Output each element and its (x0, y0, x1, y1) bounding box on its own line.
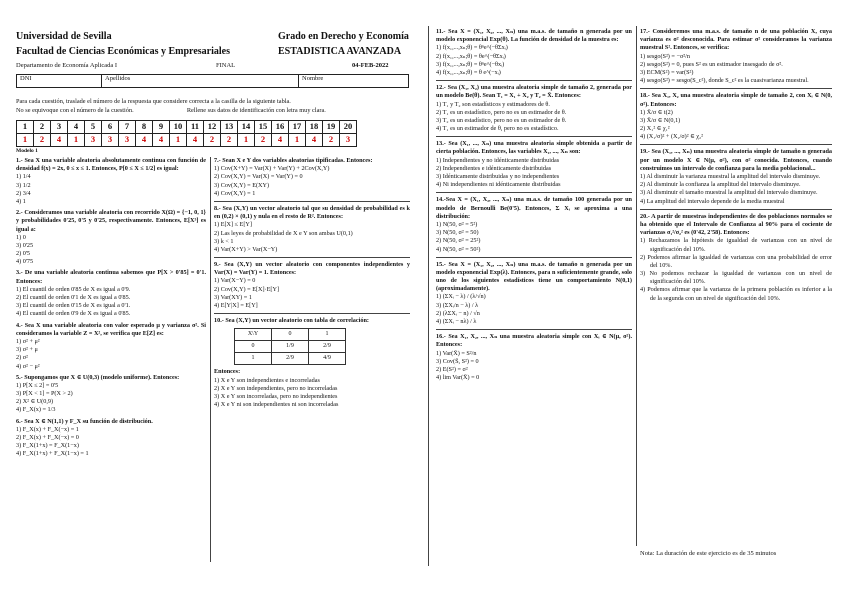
question-2-text: 2.- Consideramos una variable aleatoria con recorrido X(Ω) = {−1, 0, 1} y probabilidades 0'25, 0'5 y 0'25, respectivamente. Entonces, E[X³] es igual a: (16, 209, 206, 233)
q9-option-1[interactable]: 1) Var(X−Y) = 0 (214, 277, 256, 285)
instruction-line-2 (16, 106, 416, 115)
q20-option-1[interactable]: 1) Rechazamos la hipótesis de igualdad de varianzas con un nivel de significación del 10%. (640, 237, 832, 253)
q7-option-2[interactable]: 2) Cov(X,Y) = Var(X) = Var(Y) = 0 (214, 173, 303, 181)
question-number-cell: 16 (272, 121, 289, 134)
degree-header (278, 30, 409, 59)
q12-option-4[interactable]: 4) T₁ es un estimador de θ, pero no es estadístico. (436, 125, 559, 133)
q19-option-4[interactable]: 4) La amplitud del intervalo depende de la media muestral (640, 197, 785, 205)
q10-option-2[interactable]: 2) X e Y son independientes, pero no incorreladas (214, 384, 338, 392)
q19-option-2[interactable]: 2) Al disminuir la confianza la amplitud del intervalo disminuye. (640, 181, 801, 189)
q9-option-4[interactable]: 4) E[Y|X] = E[Y] (214, 302, 258, 309)
q15-option-3[interactable]: 3) (ΣXᵢ/n − λ) / λ (436, 301, 479, 309)
faculty-name: Facultad de Ciencias Económicas y Empresariales (16, 45, 230, 57)
q14-option-1[interactable]: 1) N(50, σ² = 5²) (436, 220, 478, 228)
question-number-cell: 3 (51, 121, 68, 134)
question-4-text: 4.- Sea X una variable aleatoria con valor esperado μ y varianza σ². Si consideramos la variable Z = X², se verifica que E[Z] es: (16, 321, 206, 337)
correlation-table (234, 328, 346, 365)
q3-option-2[interactable]: 2) El cuantil de orden 0'1 de X es igual a 0'85. (16, 294, 131, 301)
question-18-text: 18.- Sea X₁, X₂ una muestra aleatoria simple de tamaño 2, con Xᵢ ∈ N(0, σ²). Entonces: (640, 92, 832, 108)
column-1 (16, 157, 206, 462)
q4-option-2[interactable]: 2) σ² (16, 354, 28, 362)
answer-cell[interactable]: 3 (119, 134, 136, 147)
question-number-cell: 10 (170, 121, 187, 134)
answer-table-answers (17, 134, 357, 147)
answer-cell[interactable]: 2 (323, 134, 340, 147)
separator (436, 192, 632, 193)
question-9 (214, 261, 410, 310)
question-number-cell: 20 (340, 121, 357, 134)
answer-cell[interactable]: 2 (255, 134, 272, 147)
separator (640, 144, 832, 145)
q8-option-3[interactable]: 3) k < 1 (214, 237, 234, 245)
q2-option-3[interactable]: 3) 0'25 (16, 241, 34, 249)
column-divider-1 (210, 157, 211, 562)
q4-option-3[interactable]: 3) σ² + μ (16, 346, 38, 354)
question-6 (16, 418, 206, 459)
instruction-line-2b: Rellene sus datos de identificación con letra muy clara. (186, 107, 326, 115)
corr-head-xy: X\Y (235, 329, 272, 341)
answer-cell[interactable]: 4 (272, 134, 289, 147)
question-number-cell: 13 (221, 121, 238, 134)
question-17 (640, 28, 832, 85)
question-14 (436, 196, 632, 253)
q13-option-2[interactable]: 2) Independientes e idénticamente distribuidas (436, 164, 552, 172)
id-fields-table (16, 74, 409, 88)
question-3-text: 3.- De una variable aleatoria continua sabemos que P[X > 0'85] = 0'1. Entonces: (16, 269, 206, 285)
column-divider-2 (636, 26, 637, 546)
answer-cell[interactable]: 3 (340, 134, 357, 147)
question-12-text: 12.- Sea (X₁, X₂) una muestra aleatoria simple de tamaño 2, generada por un modelo Be(θ). Sean T₁ = X₁ + X₂ y T₂ = X̄. Entonces: (436, 84, 632, 100)
answer-cell[interactable]: 4 (187, 134, 204, 147)
question-10-tail: Entonces: (214, 368, 241, 376)
corr-cell: 1 (235, 353, 272, 365)
q17-option-1[interactable]: 1) sesgo(S²) = −σ²/n (640, 52, 690, 60)
answer-cell[interactable]: 2 (204, 134, 221, 147)
q12-option-3[interactable]: 3) T₂ es un estadístico, pero no es un estimador de θ. (436, 116, 567, 124)
answer-cell[interactable]: 4 (51, 134, 68, 147)
separator (214, 257, 410, 258)
question-number-cell: 15 (255, 121, 272, 134)
instruction-line-2a: No se equivoque con el número de la cuestión. (16, 107, 134, 115)
department-name: Departamento de Economía Aplicada I (16, 62, 118, 69)
q5-option-3[interactable]: 3) P[X < 1] = P(X > 2) (16, 390, 73, 398)
q3-option-1[interactable]: 1) El cuantil de orden 0'85 de X es igual a 0'9. (16, 285, 131, 293)
question-number-cell: 18 (306, 121, 323, 134)
dni-field[interactable]: DNI (17, 75, 102, 88)
university-header (16, 30, 230, 59)
q15-option-2[interactable]: 2) (λΣXᵢ − n) / √n (436, 309, 480, 317)
answer-cell[interactable]: 2 (221, 134, 238, 147)
question-number-cell: 1 (17, 121, 34, 134)
q1-option-3[interactable]: 3) 1/2 (16, 181, 31, 189)
corr-cell: 2/9 (309, 341, 346, 353)
q11-option-1[interactable]: 1) f(x₁,...,xₙ;θ) = θⁿe^(−θΣxᵢ) (436, 44, 508, 52)
question-2 (16, 209, 206, 266)
column-4 (640, 28, 832, 306)
question-8-text: 8.- Sea (X,Y) un vector aleatorio tal que su densidad de probabilidad es k en (0,2) × (0,1) y nula en el resto de R². Entonces: (214, 204, 410, 221)
q3-option-4[interactable]: 4) El cuantil de orden 0'9 de X es igual a 0'85. (16, 310, 131, 318)
q18-option-2[interactable]: 2) X₁² ∈ χ₁² (640, 125, 670, 133)
separator (214, 313, 410, 314)
q7-option-4[interactable]: 4) Cov(X,Y) = 1 (214, 189, 256, 197)
question-14-text: 14.-Sea X = (X₁, X₂, ..., Xₙ) una m.a.s. de tamaño 100 generada por un modelo de Bernoulli Be(0'5). Entonces, Σ Xᵢ se aproxima a una distribución: (436, 196, 632, 220)
q15-option-1[interactable]: 1) (ΣXᵢ − λ) / (λ/√n) (436, 293, 486, 301)
degree-name: Grado en Derecho y Economía (278, 31, 409, 42)
q7-option-1[interactable]: 1) Cov(X+Y) = Var(X) + Var(Y) + 2Cov(X,Y) (214, 165, 330, 173)
column-2 (214, 157, 410, 412)
answer-cell[interactable]: 4 (136, 134, 153, 147)
q5-option-1[interactable]: 1) P[X ≤ 2] = 0'5 (16, 381, 59, 389)
question-4 (16, 322, 206, 371)
separator (436, 80, 632, 81)
instruction-line-1: Para cada cuestión, traslade el número de la respuesta que considere correcta a la casilla de la siguiente tabla. (16, 98, 291, 105)
q1-option-2[interactable]: 2) 3/4 (16, 189, 31, 197)
q20-option-3[interactable]: 3) No podemos rechazar la igualdad de varianzas con un nivel de significación del 10%. (640, 270, 832, 286)
question-5-text: 5.- Supongamos que X ∈ U(0,3) (modelo uniforme). Entonces: (16, 373, 180, 381)
question-number-cell: 14 (238, 121, 255, 134)
question-1 (16, 157, 206, 206)
question-15 (436, 261, 632, 327)
q13-option-3[interactable]: 3) Idénticamente distribuidas y no independientes (436, 173, 560, 180)
question-16 (436, 333, 632, 382)
course-name: ESTADISTICA AVANZADA (278, 45, 402, 57)
question-18 (640, 92, 832, 141)
question-number-cell: 19 (323, 121, 340, 134)
q10-option-4[interactable]: 4) X e Y ni son independientes ni son incorreladas (214, 401, 339, 409)
column-3 (436, 28, 632, 385)
question-5 (16, 374, 206, 415)
answer-cell[interactable]: 1 (17, 134, 34, 147)
question-10-text: 10.- Sea (X,Y) un vector aleatorio con tabla de correlación: (214, 317, 369, 325)
q17-option-2[interactable]: 2) sesgo(S²) = 0, pues S² es un estimador insesgado de σ². (640, 60, 783, 68)
question-17-text: 17.- Consideremos una m.a.s. de tamaño n de una población X, cuya varianza es σ² desconocida. Para estimar σ² consideramos la varianza muestral S². Entonces, se verifica: (640, 28, 832, 52)
answer-cell[interactable]: 3 (102, 134, 119, 147)
q10-option-3[interactable]: 3) X e Y son incorreladas, pero no independientes (214, 392, 338, 400)
question-6-text: 6.- Sea X ∈ N(1,1) y F_X su función de distribución. (16, 417, 153, 425)
question-13 (436, 140, 632, 189)
answer-cell[interactable]: 1 (238, 134, 255, 147)
answer-cell[interactable]: 4 (306, 134, 323, 147)
q2-option-1[interactable]: 1) 0 (16, 233, 26, 241)
q4-option-1[interactable]: 1) σ² + μ² (16, 337, 40, 345)
question-number-cell: 17 (289, 121, 306, 134)
q8-option-1[interactable]: 1) E[X] ≤ E[Y] (214, 221, 252, 229)
question-16-text: 16.- Sea X₁, X₂, ..., Xₙ una muestra aleatoria simple con Xᵢ ∈ N(μ, σ²). Entonces: (436, 333, 632, 349)
q16-option-3[interactable]: 3) Cov(S̄, S²) = 0 (436, 357, 479, 365)
question-number-cell: 11 (187, 121, 204, 134)
question-number-cell: 9 (153, 121, 170, 134)
question-7-text: 7.- Sean X e Y dos variables aleatorias tipificadas. Entonces: (214, 157, 373, 164)
exam-date: 04-FEB-2022 (352, 62, 389, 69)
q10-option-1[interactable]: 1) X e Y son independientes e incorreladas (214, 376, 320, 384)
answer-cell[interactable]: 1 (289, 134, 306, 147)
question-9-text: 9.- Sea (X,Y) un vector aleatorio con componentes independientes y Var(X) = Var(Y) = 1. Entonces: (214, 261, 410, 277)
q14-option-2[interactable]: 2) N(50, σ² = 25²) (436, 237, 481, 245)
answer-cell[interactable]: 2 (34, 134, 51, 147)
q20-option-4[interactable]: 4) Podemos afirmar que la varianza de la primera población es inferior a la de la segunda con un nivel de significación del 10%. (640, 286, 832, 302)
question-1-text: 1.- Sea X una variable aleatoria absolutamente continua con función de densidad f(x) = 2x, 0 ≤ x ≤ 1. Entonces, P[0 ≤ X ≤ 1/2] es igual: (16, 157, 206, 173)
q7-option-3[interactable]: 3) Cov(X,Y) = E(XY) (214, 181, 270, 189)
q16-option-1[interactable]: 1) Var(X̄) = S²/n (436, 349, 477, 357)
question-3 (16, 269, 206, 318)
question-11 (436, 28, 632, 77)
question-number-cell: 5 (85, 121, 102, 134)
q9-option-3[interactable]: 3) Var(XY) = 1 (214, 293, 252, 301)
answer-table (16, 120, 357, 147)
q6-option-4[interactable]: 4) F_X(1+x) + F_X(1−x) = 1 (16, 450, 89, 458)
corr-cell: 1/9 (272, 341, 309, 353)
separator (436, 329, 632, 330)
q11-option-4[interactable]: 4) f(x₁,...,xₙ;θ) = θ e^(−xᵢ) (436, 68, 501, 76)
separator (436, 257, 632, 258)
q18-option-4[interactable]: 4) (X₁/σ)² + (X₂/σ)² ∈ χ₂² (640, 133, 704, 141)
q6-option-1[interactable]: 1) F_X(x) + F_X(−x) = 1 (16, 425, 79, 433)
separator (436, 136, 632, 137)
question-number-cell: 12 (204, 121, 221, 134)
question-19-text: 19.- Sea (X₁, ..., Xₙ) una muestra aleatoria simple de tamaño n generada por un modelo X ∈ N(μ, σ²), con σ² conocida. Entonces, cuando construimos un intervalo de confianza para la media poblacional... (640, 148, 832, 172)
corr-head-1: 1 (309, 329, 346, 341)
q17-option-3[interactable]: 3) ECM(S²) = var(S²) (640, 68, 694, 76)
q5-option-4[interactable]: 4) F_X(x) = 1/3 (16, 406, 56, 414)
q1-option-4[interactable]: 4) 1 (16, 197, 26, 205)
question-19 (640, 148, 832, 205)
page-divider (428, 26, 429, 566)
q16-option-2[interactable]: 2) E(S²) = σ² (436, 365, 468, 373)
question-15-text: 15.- Sea X = (X₁, X₂, ..., Xₙ) una m.a.s. de tamaño n generada por un modelo exponencial Exp(λ). Entonces, para n suficientemente grande, solo uno de los siguientes estadísticos tiene un comportamiento N(0,1) (aproximadamente). (436, 260, 632, 293)
question-8 (214, 205, 410, 254)
question-13-text: 13.- Sea (X₁, ..., Xₙ) una muestra aleatoria simple obtenida a partir de cierta población. Entonces, las variables X₁, ..., Xₙ son: (436, 140, 632, 156)
question-20-text: 20.- A partir de muestras independientes de dos poblaciones normales se ha obtenido que el Intervalo de Confianza al 90% para el cociente de varianzas σ₁²/σ₂² es (0'42, 2'58). Entonces: (640, 212, 832, 237)
q12-option-2[interactable]: 2) T₁ es un estadístico, pero no es un estimador de θ. (436, 108, 567, 116)
question-20 (640, 213, 832, 303)
q16-option-4[interactable]: 4) lim Var(X̄) = 0 (436, 374, 480, 382)
q8-option-2[interactable]: 2) Las leyes de probabilidad de X e Y son ambas U(0,1) (214, 229, 353, 237)
q20-option-2[interactable]: 2) Podemos afirmar la igualdad de varianzas con una probabilidad de error del 10%. (640, 253, 832, 269)
q3-option-3[interactable]: 3) El cuantil de orden 0'15 de X es igual a 0'1. (16, 302, 131, 310)
q6-option-3[interactable]: 3) F_X(1+x) = F_X(1−x) (16, 442, 79, 450)
q19-option-1[interactable]: 1) Al disminuir la varianza muestral la amplitud del intervalo disminuye. (640, 173, 821, 180)
q12-option-1[interactable]: 1) T₁ y T₂ son estadísticos y estimadores de θ. (436, 100, 550, 108)
q1-option-1[interactable]: 1) 1/4 (16, 173, 31, 181)
apellidos-field[interactable]: Apellidos (102, 75, 299, 88)
question-10 (214, 317, 410, 409)
university-name: Universidad de Sevilla (16, 31, 112, 42)
question-number-cell: 8 (136, 121, 153, 134)
q4-option-4[interactable]: 4) σ² − μ² (16, 362, 40, 370)
answer-cell[interactable]: 1 (68, 134, 85, 147)
separator (214, 201, 410, 202)
separator (640, 209, 832, 210)
answer-cell[interactable]: 1 (170, 134, 187, 147)
q17-option-4[interactable]: 4) sesgo(S²) = sesgo(S_c²), donde S_c² es la cuasivarianza muestral. (640, 77, 809, 85)
corr-cell: 2/9 (272, 353, 309, 365)
separator (640, 88, 832, 89)
q14-option-4[interactable]: 4) N(50, σ² = 50²) (436, 245, 481, 253)
model-label: Modelo 1 (16, 148, 38, 154)
question-number-cell: 6 (102, 121, 119, 134)
answer-cell[interactable]: 3 (85, 134, 102, 147)
question-12 (436, 84, 632, 133)
q11-option-3[interactable]: 3) f(x₁,...,xₙ;θ) = θⁿe^(−θxᵢ) (436, 60, 505, 68)
q18-option-1[interactable]: 1) X̄/σ ∈ t(2) (640, 108, 673, 116)
corr-cell: 4/9 (309, 353, 346, 365)
nombre-field[interactable]: Nombre (299, 75, 409, 88)
question-11-text: 11.- Sea X = (X₁, X₂, ..., Xₙ) una m.a.s. de tamaño n generada por un modelo exponencial Exp(θ). La función de densidad de la muestra es: (436, 28, 632, 44)
duration-note: Nota: La duración de este ejercicio es de 35 minutos (640, 550, 777, 557)
q15-option-4[interactable]: 4) (ΣXᵢ − nλ) / λ (436, 318, 477, 325)
q9-option-2[interactable]: 2) Cov(X,Y) = E[X]·E[Y] (214, 285, 280, 293)
q6-option-2[interactable]: 2) F_X(x) + F_X(−x) = 0 (16, 434, 79, 441)
q2-option-4[interactable]: 4) 0'75 (16, 258, 34, 266)
q5-option-2[interactable]: 2) X² ∈ U(0,9) (16, 398, 54, 406)
q13-option-4[interactable]: 4) Ni independientes ni idénticamente distribuidas (436, 181, 561, 189)
question-7 (214, 157, 410, 198)
question-number-cell: 2 (34, 121, 51, 134)
q13-option-1[interactable]: 1) Independientes y no idénticamente distribuidas (436, 156, 560, 164)
q18-option-3[interactable]: 3) X̄/σ ∈ N(0,1) (640, 116, 681, 124)
q14-option-3[interactable]: 3) N(50, σ² = 50) (436, 229, 479, 237)
q2-option-2[interactable]: 2) 0'5 (16, 250, 31, 258)
question-number-cell: 7 (119, 121, 136, 134)
q8-option-4[interactable]: 4) Var(X+Y) > Var(X−Y) (214, 245, 278, 253)
instructions (16, 97, 416, 116)
corr-head-0: 0 (272, 329, 309, 341)
answer-cell[interactable]: 4 (153, 134, 170, 147)
exam-type: FINAL (216, 62, 236, 69)
q11-option-2[interactable]: 2) f(x₁,...,xₙ;θ) = θe^(−θΣxᵢ) (436, 52, 506, 60)
question-number-cell: 4 (68, 121, 85, 134)
answer-table-numbers (17, 121, 357, 134)
q19-option-3[interactable]: 3) Al disminuir el tamaño muestral la amplitud del intervalo disminuye. (640, 189, 818, 197)
corr-cell: 0 (235, 341, 272, 353)
